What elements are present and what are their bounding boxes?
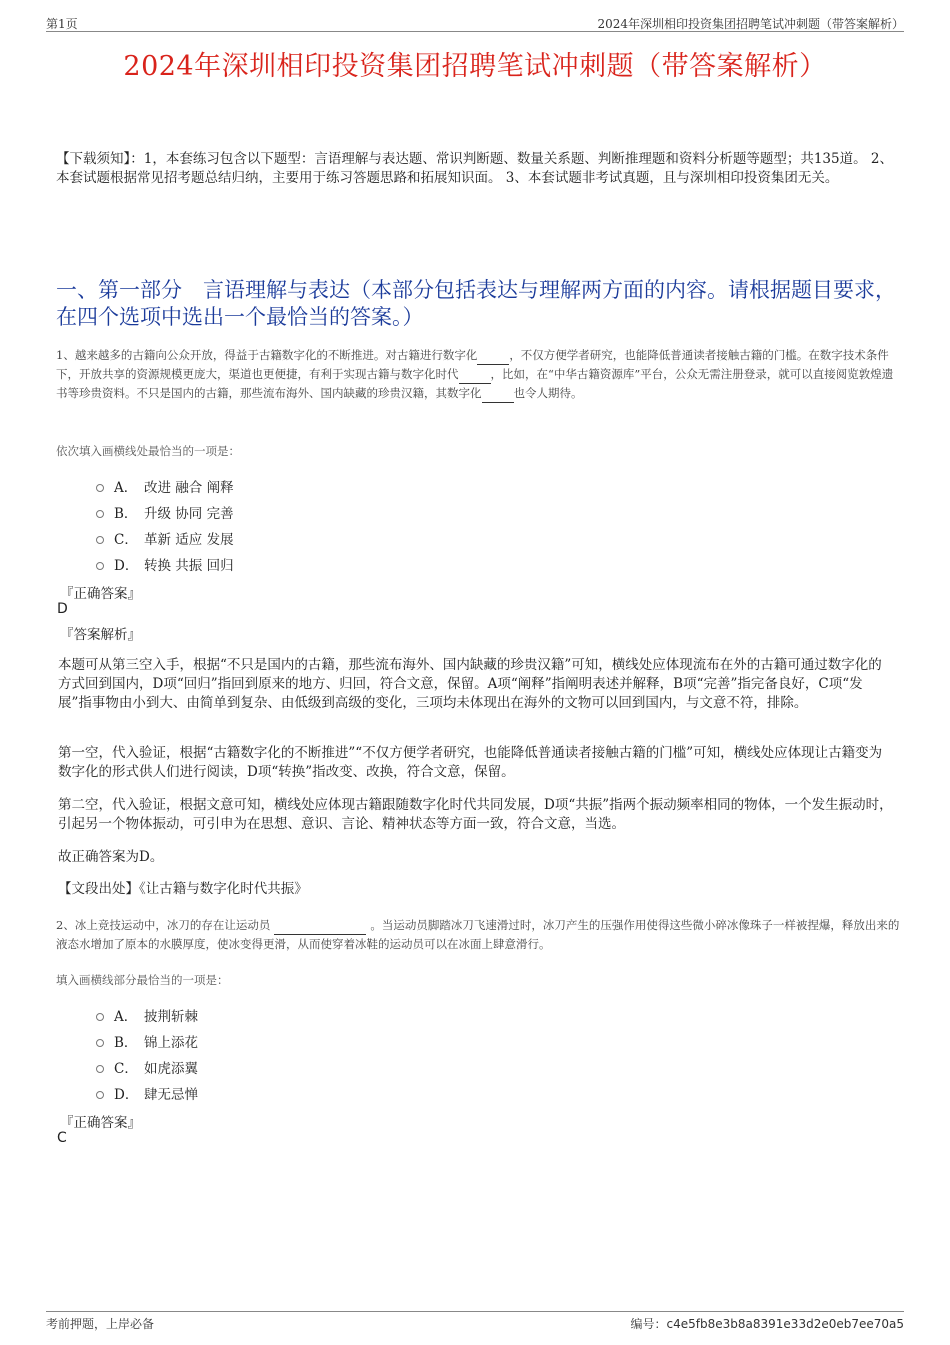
answer-label: 『正确答案』 xyxy=(60,1115,141,1131)
question-1-text-3: ，比如，在“中华古籍资源库”平台，公众无需注册登录，就可以直接阅览敦煌遗书等珍贵资料。不只是国内的古籍，那些流布海外、国内缺藏的珍贵汉籍，其数字化 xyxy=(56,367,894,400)
option-letter: A． xyxy=(114,480,138,496)
question-1-text-4: 也令人期待。 xyxy=(513,386,583,400)
radio-icon[interactable] xyxy=(96,484,104,492)
radio-icon[interactable] xyxy=(96,536,104,544)
header-rule xyxy=(46,31,904,32)
option-text: 革新 适应 发展 xyxy=(144,532,234,548)
question-2-stem xyxy=(56,916,902,953)
question-1-stem xyxy=(56,346,902,403)
radio-icon[interactable] xyxy=(96,562,104,570)
option-text: 转换 共振 回归 xyxy=(144,558,234,574)
blank-2 xyxy=(459,365,491,384)
option-c[interactable] xyxy=(96,528,234,548)
analysis-label: 『答案解析』 xyxy=(60,627,141,643)
source-note: 【文段出处】《让古籍与数字化时代共振》 xyxy=(58,881,308,897)
blank-3 xyxy=(482,384,514,403)
page-number: 第1页 xyxy=(46,17,78,31)
radio-icon[interactable] xyxy=(96,510,104,518)
option-letter: C． xyxy=(114,1061,138,1077)
question-2-text-1: 2、冰上竞技运动中，冰刀的存在让运动员 xyxy=(56,918,271,932)
answer-value: C xyxy=(57,1130,67,1146)
option-text: 改进 融合 阐释 xyxy=(144,480,234,496)
radio-icon[interactable] xyxy=(96,1039,104,1047)
header-doc-title: 2024年深圳相印投资集团招聘笔试冲刺题（带答案解析） xyxy=(597,17,904,31)
footer-code-label: 编号： xyxy=(630,1317,667,1331)
answer-label: 『正确答案』 xyxy=(60,586,141,602)
option-text: 如虎添翼 xyxy=(144,1061,198,1077)
option-text: 肆无忌惮 xyxy=(144,1087,198,1103)
option-a[interactable] xyxy=(96,476,234,496)
footer-code xyxy=(631,1315,904,1332)
footer-rule xyxy=(46,1311,904,1312)
analysis-paragraph: 第一空，代入验证，根据“古籍数字化的不断推进”“不仅方便学者研究，也能降低普通读者接触古籍的门槛”可知，横线处应体现让古籍变为数字化的形式供人们进行阅读，D项“转换”指改变、改换，符合文意，保留。 xyxy=(58,745,883,780)
analysis-paragraph: 第二空，代入验证，根据文意可知，横线处应体现古籍跟随数字化时代共同发展，D项“共振”指两个振动频率相同的物体，一个发生振动时，引起另一个物体振动，可引申为在思想、意识、言论、精神状态等方面一致，符合文意，当选。 xyxy=(58,797,893,832)
question-2-prompt: 填入画横线部分最恰当的一项是： xyxy=(56,973,229,987)
answer-value: D xyxy=(57,601,68,617)
radio-icon[interactable] xyxy=(96,1013,104,1021)
question-1-prompt: 依次填入画横线处最恰当的一项是： xyxy=(56,444,240,458)
blank-q2 xyxy=(274,916,366,935)
option-letter: A． xyxy=(114,1009,138,1025)
radio-icon[interactable] xyxy=(96,1091,104,1099)
option-b[interactable] xyxy=(96,502,234,522)
option-text: 披荆斩棘 xyxy=(144,1009,198,1025)
footer-code-value: c4e5fb8e3b8a8391e33d2e0eb7ee70a5 xyxy=(666,1317,904,1331)
analysis-conclusion: 故正确答案为D。 xyxy=(58,849,164,865)
radio-icon[interactable] xyxy=(96,1065,104,1073)
option-text: 锦上添花 xyxy=(144,1035,198,1051)
question-1-text-1: 1、越来越多的古籍向公众开放，得益于古籍数字化的不断推进。对古籍进行数字化 xyxy=(56,348,478,362)
footer-slogan: 考前押题，上岸必备 xyxy=(46,1317,155,1331)
option-letter: D． xyxy=(114,558,139,574)
page-title: 2024年深圳相印投资集团招聘笔试冲刺题（带答案解析） xyxy=(123,51,827,82)
analysis-paragraph: 本题可从第三空入手，根据“不只是国内的古籍，那些流布海外、国内缺藏的珍贵汉籍”可知，横线处应体现流布在外的古籍可通过数字化的方式回到国内，D项“回归”指回到原来的地方、归回，符合文意，保留。A项“阐释”指阐明表述并解释，B项“完善”指完备良好，C项“发展”指事物由小到大、由简单到复杂、由低级到高级的变化，三项均未体现出在海外的文物可以回到国内，与文意不符，排除。 xyxy=(58,657,882,711)
option-d[interactable] xyxy=(96,554,234,574)
question-2-text-2: 。当运动员脚踏冰刀飞速滑过时，冰刀产生的压强作用使得这些微小碎冰像珠子一样被捏爆，释放出来的液态水增加了原本的水膜厚度，使冰变得更滑，从而使穿着冰鞋的运动员可以在冰面上肆意滑行。 xyxy=(56,918,900,951)
download-notice: 【下载须知】：1，本套练习包含以下题型：言语理解与表达题、常识判断题、数量关系题、判断推理题和资料分析题等题型；共135道。 2、本套试题根据常见招考题总结归纳，主要用于练习答题思路和拓展知识面。 3、本套试题非考试真题，且与深圳相印投资集团无关。 xyxy=(56,151,893,186)
option-letter: C． xyxy=(114,532,138,548)
option-a[interactable] xyxy=(96,1005,198,1025)
option-c[interactable] xyxy=(96,1057,198,1077)
option-letter: D． xyxy=(114,1087,139,1103)
question-1-text-2: ，不仅方便学者研究，也能降低普通读者接触古籍的门槛。在数字技术条件下，开放共享的资源规模更庞大，渠道也更便捷，有利于实现古籍与数字化时代 xyxy=(56,348,889,381)
blank-1 xyxy=(477,346,509,365)
section-heading: 一、第一部分 言语理解与表达（本部分包括表达与理解两方面的内容。请根据题目要求，在四个选项中选出一个最恰当的答案。） xyxy=(56,278,896,329)
option-d[interactable] xyxy=(96,1083,198,1103)
option-letter: B． xyxy=(114,1035,138,1051)
option-text: 升级 协同 完善 xyxy=(144,506,234,522)
option-letter: B． xyxy=(114,506,138,522)
option-b[interactable] xyxy=(96,1031,198,1051)
